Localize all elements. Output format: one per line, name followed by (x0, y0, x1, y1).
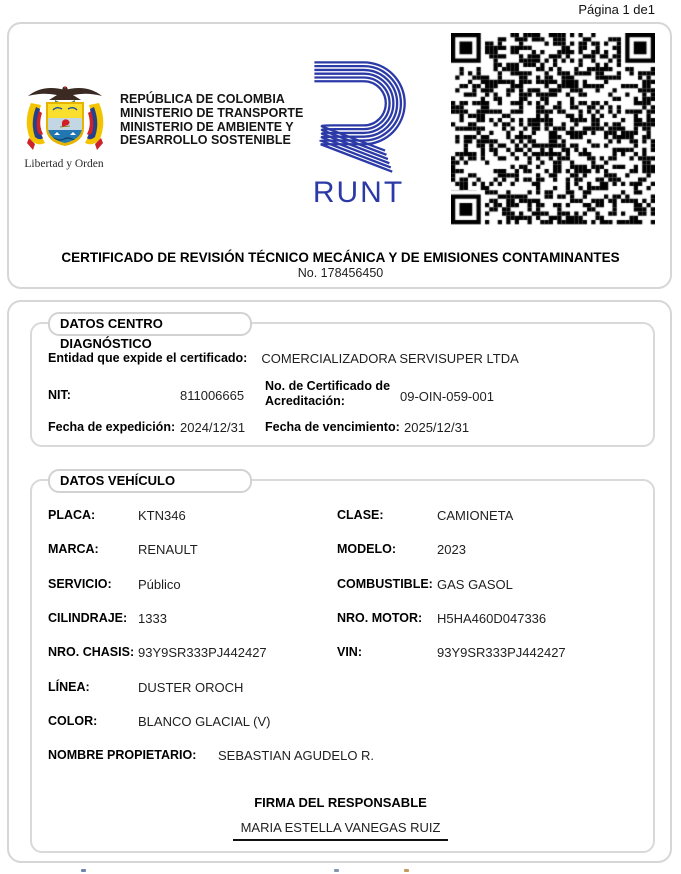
fecha-vencimiento-value: 2025/12/31 (404, 420, 470, 435)
clase-value: CAMIONETA (437, 508, 514, 523)
linea-value: DUSTER OROCH (138, 680, 244, 695)
ministry-line-2: MINISTERIO DE TRANSPORTE (120, 105, 304, 120)
color-label: COLOR: (48, 714, 98, 728)
color-value: BLANCO GLACIAL (V) (138, 714, 271, 729)
certificate-title: CERTIFICADO DE REVISIÓN TÉCNICO MECÁNICA Y DE EMISIONES CONTAMINANTES (61, 250, 620, 265)
fecha-expedicion-value: 2024/12/31 (180, 420, 246, 435)
signature-line (233, 839, 448, 841)
nro-motor-label: NRO. MOTOR: (337, 611, 423, 625)
firma-name: MARIA ESTELLA VANEGAS RUIZ (240, 820, 441, 835)
modelo-label: MODELO: (337, 542, 397, 556)
qr-code-icon (451, 33, 655, 225)
nit-value: 811006665 (180, 388, 245, 403)
cilindraje-value: 1333 (138, 611, 167, 626)
cutoff-text-remnant (404, 869, 409, 872)
section-vehiculo-title: DATOS VEHÍCULO (48, 469, 252, 493)
section-centro-diagnostico-title: DATOS CENTRO DIAGNÓSTICO (48, 312, 252, 336)
nit-label: NIT: (48, 388, 71, 402)
runt-wordmark: RUNT (312, 176, 405, 209)
nombre-propietario-label: NOMBRE PROPIETARIO: (48, 748, 197, 762)
marca-label: MARCA: (48, 542, 99, 556)
runt-logo-r-icon (306, 58, 411, 178)
linea-label: LÍNEA: (48, 680, 90, 694)
ministry-line-1: REPÚBLICA DE COLOMBIA (120, 92, 285, 106)
servicio-value: Público (138, 577, 181, 592)
vin-label: VIN: (337, 645, 362, 659)
ministry-text-block (120, 93, 303, 148)
coat-of-arms-motto: Libertad y Orden (24, 158, 104, 170)
servicio-label: SERVICIO: (48, 577, 112, 591)
entidad-label: Entidad que expide el certificado: (48, 351, 248, 365)
combustible-value: GAS GASOL (437, 577, 513, 592)
acreditacion-label: No. de Certificado de Acreditación: (265, 379, 391, 408)
placa-label: PLACA: (48, 508, 96, 522)
ministry-line-4: DESARROLLO SOSTENIBLE (120, 133, 291, 148)
vin-value: 93Y9SR333PJ442427 (437, 645, 566, 660)
cutoff-text-remnant (81, 869, 86, 872)
fecha-vencimiento-label: Fecha de vencimiento: (265, 420, 400, 434)
ministry-line-3: MINISTERIO DE AMBIENTE Y (120, 119, 294, 134)
clase-label: CLASE: (337, 508, 384, 522)
modelo-value: 2023 (437, 542, 466, 557)
firma-title: FIRMA DEL RESPONSABLE (254, 795, 427, 810)
colombia-coat-of-arms-icon (23, 83, 107, 157)
nro-chasis-value: 93Y9SR333PJ442427 (138, 645, 267, 660)
nro-motor-value: H5HA460D047336 (437, 611, 547, 626)
entidad-value: COMERCIALIZADORA SERVISUPER LTDA (261, 351, 519, 366)
cilindraje-label: CILINDRAJE: (48, 611, 128, 625)
nro-chasis-label: NRO. CHASIS: (48, 645, 135, 659)
pagination-label: Página 1 de1 (578, 2, 655, 17)
marca-value: RENAULT (138, 542, 198, 557)
certificate-number: No. 178456450 (297, 266, 384, 280)
combustible-label: COMBUSTIBLE: (337, 577, 433, 591)
cutoff-text-remnant (334, 869, 339, 872)
acreditacion-value: 09-OIN-059-001 (400, 389, 494, 404)
nombre-propietario-value: SEBASTIAN AGUDELO R. (218, 748, 375, 763)
fecha-expedicion-label: Fecha de expedición: (48, 420, 176, 434)
placa-value: KTN346 (138, 508, 186, 523)
signature-block (30, 795, 651, 841)
